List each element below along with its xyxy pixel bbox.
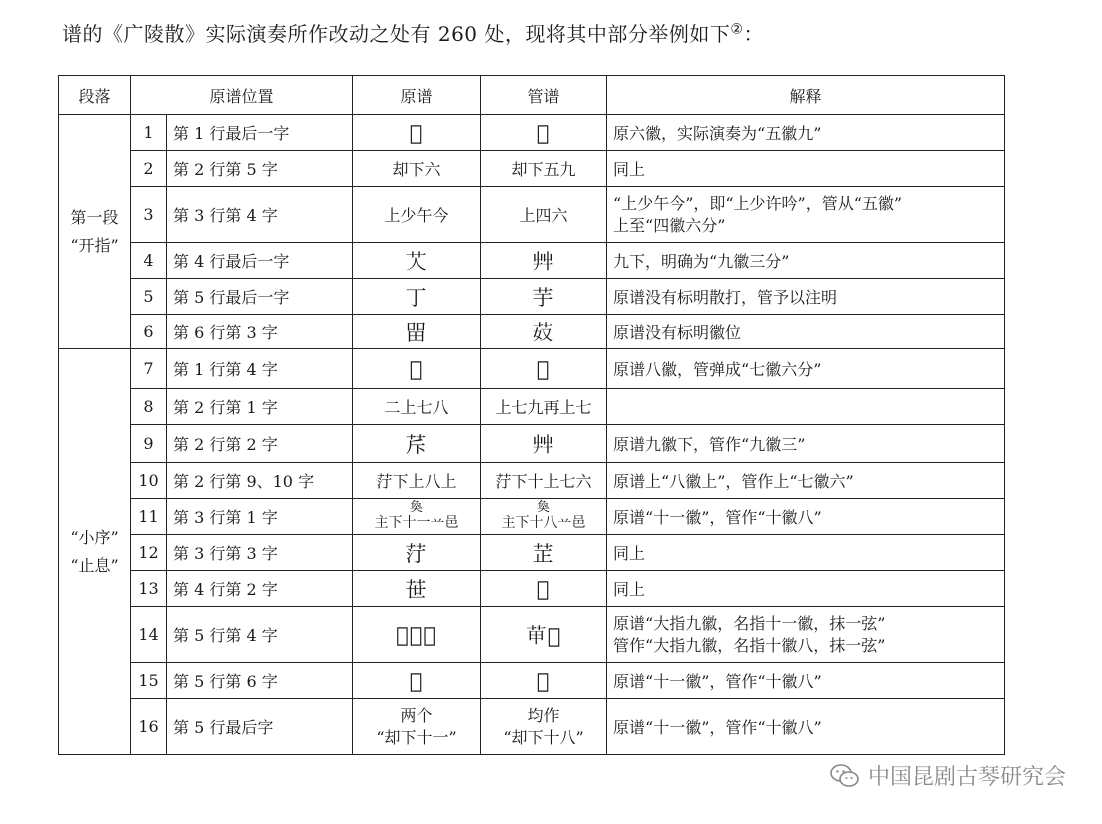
row-position: 第 4 行第 2 字 [167, 571, 353, 607]
explanation-line-2: 上至“四徽六分” [613, 215, 726, 235]
row-original: 𦫸 [353, 243, 481, 279]
row-number: 13 [131, 571, 167, 607]
table-row [59, 151, 1005, 187]
row-explanation [607, 389, 1005, 425]
table-row [59, 463, 1005, 499]
table-row [59, 607, 1005, 663]
row-original: 二上七八 [353, 389, 481, 425]
guan-notation: 主下十八䒑邑 [501, 515, 586, 531]
row-position: 第 2 行第 2 字 [167, 425, 353, 463]
explanation-line-1: “上少午今”，即“上少许吟”，管从“五徽” [613, 193, 903, 213]
row-original: 𦭑 [353, 535, 481, 571]
row-guan: 上四六 [481, 187, 607, 243]
row-explanation: 原谱“十一徽”，管作“十徽八” [607, 699, 1005, 755]
row-guan: 𦭏 [481, 349, 607, 389]
row-explanation [607, 187, 1005, 243]
row-number: 4 [131, 243, 167, 279]
table-row [59, 349, 1005, 389]
row-number: 16 [131, 699, 167, 755]
section-cell-2 [59, 349, 131, 755]
row-number: 14 [131, 607, 167, 663]
row-original: 𦭐 [353, 425, 481, 463]
row-position: 第 5 行第 6 字 [167, 663, 353, 699]
row-position: 第 2 行第 5 字 [167, 151, 353, 187]
row-number: 2 [131, 151, 167, 187]
row-guan: 芋 [481, 279, 607, 315]
row-position: 第 5 行最后字 [167, 699, 353, 755]
table-row [59, 535, 1005, 571]
table-row [59, 425, 1005, 463]
explanation-line-1: 原谱“大指九徽，名指十一徽，抹一弦” [613, 613, 886, 633]
row-explanation: 原谱“十一徽”，管作“十徽八” [607, 499, 1005, 535]
row-position: 第 1 行最后一字 [167, 115, 353, 151]
table-row [59, 243, 1005, 279]
row-position: 第 3 行第 3 字 [167, 535, 353, 571]
row-explanation [607, 607, 1005, 663]
row-position: 第 1 行第 4 字 [167, 349, 353, 389]
row-explanation: 同上 [607, 571, 1005, 607]
original-line-1: 两个 [400, 705, 433, 725]
row-original [353, 499, 481, 535]
guqin-score-table [58, 75, 1005, 755]
row-explanation: 原六徽，实际演奏为“五徽九” [607, 115, 1005, 151]
row-number: 15 [131, 663, 167, 699]
header-position: 原谱位置 [131, 76, 353, 115]
row-position: 第 6 行第 3 字 [167, 315, 353, 349]
intro-text: 谱的《广陵散》实际演奏所作改动之处有 260 处，现将其中部分举例如下 [62, 22, 731, 46]
section-cell-1 [59, 115, 131, 349]
table-row [59, 571, 1005, 607]
row-original: 𦭕邑对 [353, 607, 481, 663]
row-explanation: 原谱九徽下，管作“九徽三” [607, 425, 1005, 463]
footnote-mark: ② [730, 21, 744, 38]
row-original: 𦭓 [353, 571, 481, 607]
row-guan: 𦭒 [481, 535, 607, 571]
table-row [59, 187, 1005, 243]
section-1-line1: 第一段 [70, 207, 119, 227]
intro-tail: ： [743, 22, 764, 46]
row-position: 第 5 行第 4 字 [167, 607, 353, 663]
guan-line-1: 均作 [527, 705, 560, 725]
header-original: 原谱 [353, 76, 481, 115]
row-guan: 𦭖𦭗 [481, 607, 607, 663]
row-number: 10 [131, 463, 167, 499]
row-original: 上少午今 [353, 187, 481, 243]
row-explanation: 原谱没有标明散打，管予以注明 [607, 279, 1005, 315]
row-original: 𤯍 [353, 115, 481, 151]
row-number: 12 [131, 535, 167, 571]
row-number: 3 [131, 187, 167, 243]
row-guan: 𦭙 [481, 663, 607, 699]
row-position: 第 2 行第 9、10 字 [167, 463, 353, 499]
row-explanation: 原谱上“八徽上”，管作上“七徽六” [607, 463, 1005, 499]
original-top-mark: 奐 [410, 500, 424, 515]
table-row [59, 115, 1005, 151]
row-guan: 𦭔 [481, 571, 607, 607]
original-notation: 主下十一䒑邑 [374, 515, 459, 531]
table-row [59, 315, 1005, 349]
row-original: 𦭘 [353, 663, 481, 699]
row-guan: 上七九再上七 [481, 389, 607, 425]
row-position: 第 4 行最后一字 [167, 243, 353, 279]
row-guan: 𦫹 [481, 425, 607, 463]
original-line-2: “却下十一” [376, 727, 457, 747]
intro-paragraph [62, 18, 764, 47]
row-guan [481, 699, 607, 755]
row-guan: 却下五九 [481, 151, 607, 187]
row-number: 8 [131, 389, 167, 425]
section-2-line2: “止息” [70, 555, 119, 575]
guan-line-2: “却下十八” [503, 727, 584, 747]
row-explanation: 原谱“十一徽”，管作“十徽八” [607, 663, 1005, 699]
row-original: 𦭎 [353, 349, 481, 389]
row-number: 5 [131, 279, 167, 315]
header-row [59, 76, 1005, 115]
row-position: 第 3 行第 4 字 [167, 187, 353, 243]
row-number: 1 [131, 115, 167, 151]
guan-top-mark: 奐 [537, 500, 551, 515]
row-number: 9 [131, 425, 167, 463]
table-row [59, 279, 1005, 315]
row-guan: 𦫹 [481, 243, 607, 279]
row-explanation: 同上 [607, 151, 1005, 187]
table-row [59, 699, 1005, 755]
row-guan: 𦭑下十上七六 [481, 463, 607, 499]
row-original [353, 699, 481, 755]
row-explanation: 同上 [607, 535, 1005, 571]
row-guan [481, 499, 607, 535]
table-row [59, 389, 1005, 425]
explanation-line-2: 管作“大指九徽，名指十徽八，抹一弦” [613, 635, 886, 655]
watermark [830, 760, 1066, 791]
row-number: 7 [131, 349, 167, 389]
row-original: 𦭑下上八上 [353, 463, 481, 499]
row-number: 11 [131, 499, 167, 535]
row-explanation: 九下，明确为“九徽三分” [607, 243, 1005, 279]
watermark-text: 中国昆剧古琴研究会 [867, 765, 1066, 790]
row-explanation: 原谱没有标明徽位 [607, 315, 1005, 349]
row-original: 㽞 [353, 315, 481, 349]
header-section: 段落 [59, 76, 131, 115]
wechat-icon [830, 763, 860, 789]
row-explanation: 原谱八徽，管弹成“七徽六分” [607, 349, 1005, 389]
row-position: 第 2 行第 1 字 [167, 389, 353, 425]
row-position: 第 5 行最后一字 [167, 279, 353, 315]
row-guan: 𦬻 [481, 315, 607, 349]
row-number: 6 [131, 315, 167, 349]
section-1-line2: “开指” [70, 235, 119, 255]
section-2-line1: “小序” [70, 527, 119, 547]
row-position: 第 3 行第 1 字 [167, 499, 353, 535]
table-row [59, 663, 1005, 699]
header-guan: 管谱 [481, 76, 607, 115]
row-original: 却下六 [353, 151, 481, 187]
row-guan: 𤯏 [481, 115, 607, 151]
header-explanation: 解释 [607, 76, 1005, 115]
table-row [59, 499, 1005, 535]
row-original: 丁 [353, 279, 481, 315]
